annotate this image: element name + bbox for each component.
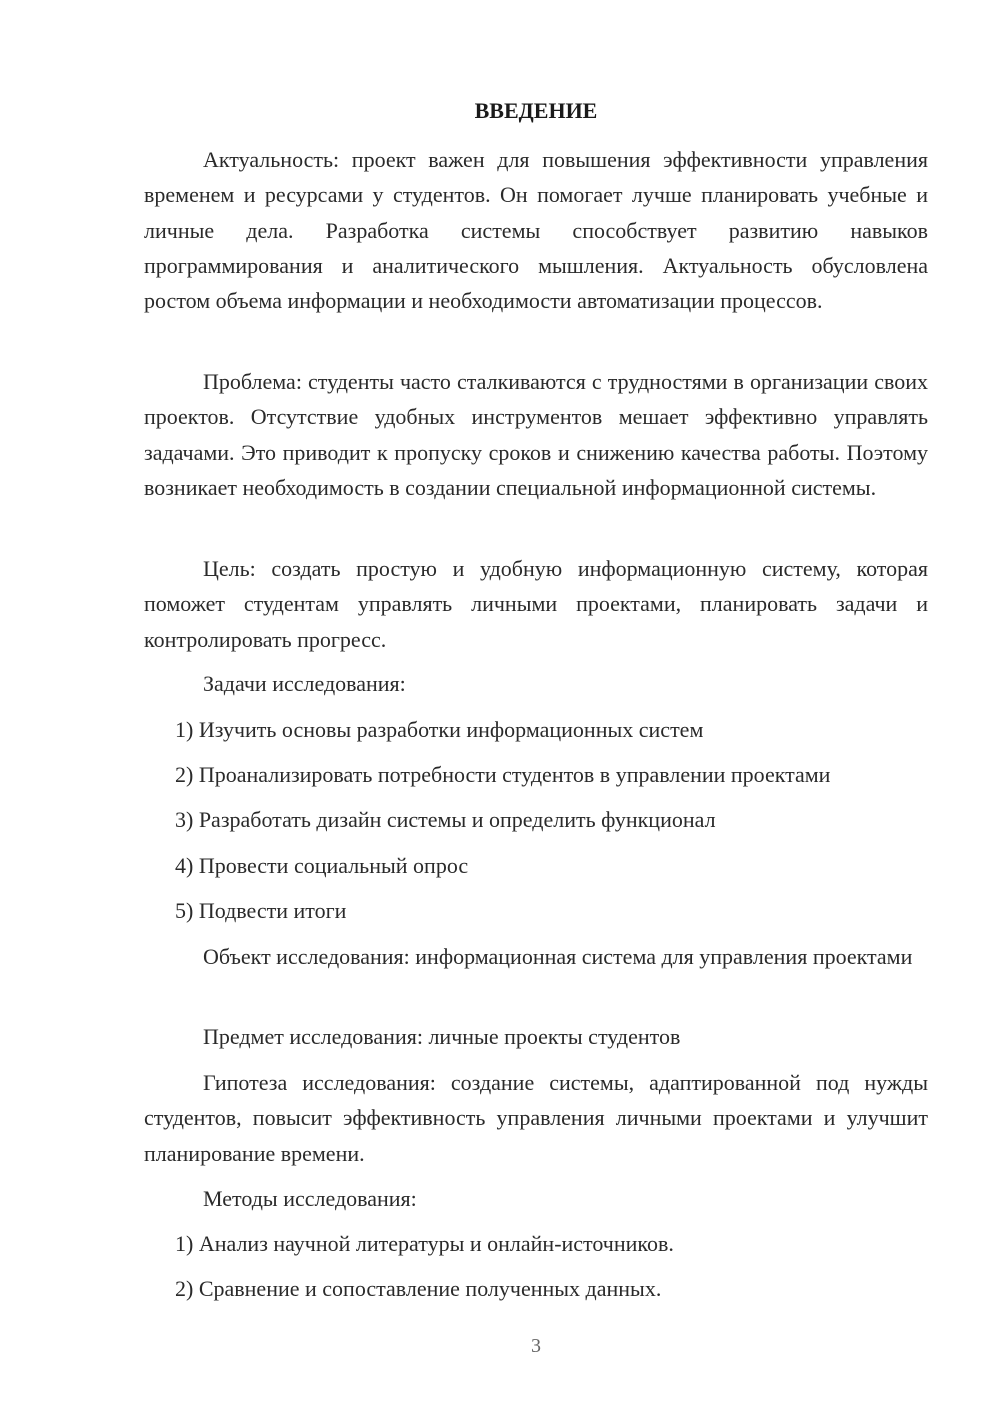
hypothesis-paragraph: Гипотеза исследования: создание системы, адаптированной под нужды студентов, повысит эффективность управления личными проектами и улучшит планирование времени. xyxy=(144,1070,928,1166)
relevance-paragraph: Актуальность: проект важен для повышения эффективности управления временем и ресурсами у студентов. Он помогает лучше планировать учебные и личные дела. Разработка системы способствует развитию навыков программирования и аналитического мышления. Актуальность обусловлена ростом объема информации и необходимости автоматизации процессов. xyxy=(144,147,928,314)
task-item-2: 2) Проанализировать потребности студентов в управлении проектами xyxy=(175,762,831,787)
task-item-5: 5) Подвести итоги xyxy=(175,898,347,923)
task-item-1: 1) Изучить основы разработки информационных систем xyxy=(175,717,704,742)
task-item-4: 4) Провести социальный опрос xyxy=(175,853,469,878)
object-paragraph: Объект исследования: информационная система для управления проектами xyxy=(203,944,913,969)
subject-line: Предмет исследования: личные проекты студентов xyxy=(203,1024,681,1049)
methods-heading: Методы исследования: xyxy=(203,1186,417,1211)
section-title: ВВЕДЕНИЕ xyxy=(474,98,598,123)
goal-paragraph: Цель: создать простую и удобную информационную систему, которая поможет студентам управлять личными проектами, планировать задачи и контролировать прогресс. xyxy=(144,556,928,652)
task-item-3: 3) Разработать дизайн системы и определить функционал xyxy=(175,807,716,832)
method-item-1: 1) Анализ научной литературы и онлайн-источников. xyxy=(175,1231,674,1256)
method-item-2: 2) Сравнение и сопоставление полученных данных. xyxy=(175,1276,662,1301)
tasks-heading: Задачи исследования: xyxy=(203,671,406,696)
problem-paragraph: Проблема: студенты часто сталкиваются с трудностями в организации своих проектов. Отсутствие удобных инструментов мешает эффективно управлять задачами. Это приводит к пропуску сроков и снижению качества работы. Поэтому возникает необходимость в создании специальной информационной системы. xyxy=(144,369,928,500)
page-number: 3 xyxy=(531,1335,541,1357)
